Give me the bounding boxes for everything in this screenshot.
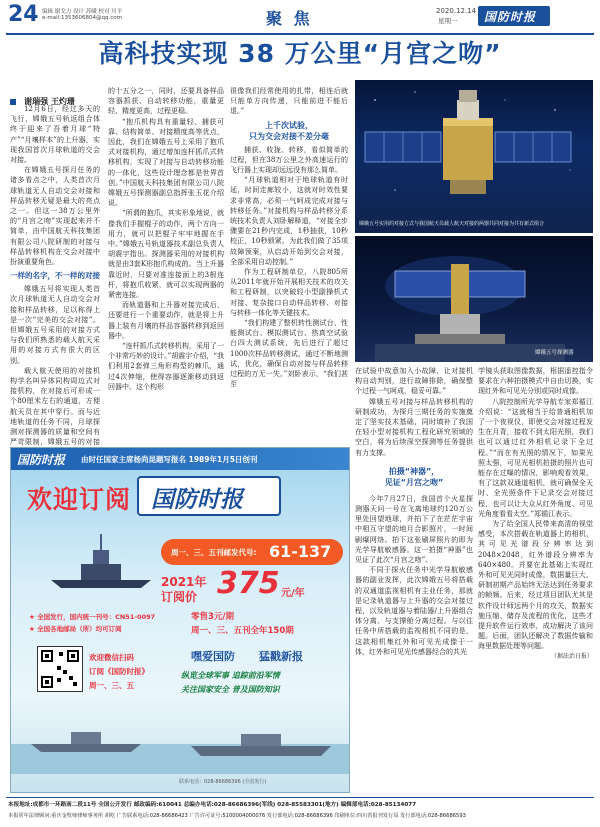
ad-price-unit: 元/年 (281, 588, 305, 599)
photo-caption: 嫦娥五号实用的对接方式与我国航天员载人航天对接的两器共同对接为共有新式组合 (359, 221, 545, 227)
issue-date: 2020.12.14 (436, 7, 477, 15)
paragraph: 12月6日，经过多天的飞行，嫦娥五号轨返组合体终于迎来了吾着月球“特产”“月壤样本”的上升器，实现我国首次月球轨道的交会对接。 (10, 105, 100, 165)
article-source: （据法治日报） (550, 652, 593, 660)
paragraph: 载人航天使用的对接机构学名叫异体同构周边式对接机构，在对接后可形成一个80厘米左右的通道，方便航天员在其中穿行。而与近地轨道的任务不同，月球探测对探测器的质量和空间有严苛限制，嫦娥五号的对接 (10, 366, 100, 446)
photo-caption-2: 嫦娥五号探测器 (535, 350, 574, 356)
ad-banner (11, 448, 349, 470)
ad-verse-1: 纵览全球军事 追踪前沿军情 (181, 670, 280, 680)
ad-schedule-pill (161, 539, 343, 565)
photo-spacecraft-docking (355, 80, 593, 233)
article-column-1 (10, 104, 100, 446)
paragraph: 在嫦娥五号探月任务的诸多看点之中，人类首次月球轨道无人自动交会对接和样品转移无疑是最大的亮点之一。但这一38万公里外的“月宫之吻”实现起来并不简单，由中国航天科技集团有限公司八院研制的对接与样品转移机构在交会对接中扮演重要角色。 (10, 166, 100, 267)
footer-line-1: 本报地址:成都市一环路南二段11号 全国公开发行 邮政编码:610041 总编办电话:028-86686396(军线) 028-85583301(地方) 编辑部电话:028-85134077 (8, 802, 417, 808)
masthead-text: 国防时报 (484, 10, 537, 24)
fleet-silhouette (11, 704, 349, 774)
spacecraft-illustration (355, 80, 593, 233)
qr-code[interactable] (37, 646, 83, 692)
issue-weekday: 星期一 (438, 17, 458, 25)
probe-illustration (355, 236, 593, 362)
masthead-logo (478, 6, 550, 26)
ad-masthead-text: 国防时报 (151, 486, 243, 513)
paragraph: 在试验中故意加入小故障，让对接机构自动判别，进行故障排除，确保整个过程一气呵成，稳妥可靠。” (355, 367, 473, 396)
ad-masthead-box (137, 476, 281, 516)
article-column-5 (478, 366, 593, 793)
footer-line-2: 本报常年法律顾问:重庆金牧师律师事务所 胡吃 广告联系电话:028-86686423 广告许可证号:5100004000076 发行部电话:028-86686396 印刷单位:四川省报刊发行局 发行部电话:028-86686593 (8, 813, 466, 819)
ad-bullet-post: ★ 全国各地邮局（所）均可订阅 (29, 625, 122, 633)
paragraph: 作为工程研制单位，八院805所从2011年就开始开展相关技术的攻关和工程研制，以突破轻小型副操机式对接、复杂接口自动样品转移、对接与转移一体化等关键技术。 (230, 268, 348, 317)
paragraph: 不同于探火任务中光学导航敏感器的副业发挥，此次嫦娥五号将搭载的双通道监视相机有主业任务，那就是记录轨道器与上升器的交会对接过程，以及轨道器与着陆器/上升器组合体分离、与支撑舱分离过程。与以往任务中所搭载的监视相机不同的是，这款相机集红外和可见光成像于一体，红外和可见光传感器经合的共光 (355, 566, 473, 656)
paragraph: 而轨道器和上升器对接完成后，还要进行一个重要动作，就是将上升器上装有月壤的样品容器转移到返回器中。 (108, 301, 224, 340)
ad-code: 61-137 (269, 542, 332, 561)
qr-icon (38, 647, 82, 691)
paragraph: 捕获、收拢、转移，看似简单的过程，但在38万公里之外高速运行的飞行器上实现却远远没有那么简单。 (230, 145, 348, 175)
ad-wechat-line2: 订阅《国防时报》 (89, 667, 149, 676)
ad-schedule-text: 周一、三、五刊邮发代号: (171, 548, 257, 557)
ad-slogan-brand: 嘿爱国防 (191, 650, 235, 663)
photo-probe (355, 236, 593, 362)
header-rule (6, 33, 594, 35)
paragraph: 嫦娥五号对接与样品转移机构的研制成功，为探月三期任务的实施奠定了坚实技术基础，同时填补了我国在轻小型对接机构工程化研究领域的空白，将为后续深空探测等任务提供有力支撑。 (355, 397, 473, 457)
ad-banner-text: 由时任国家主席杨尚昆题写报名 1989年1月5日创刊 (81, 455, 258, 464)
subhead-line-2: 只为交会对接不差分毫 (249, 131, 329, 141)
ad-welcome: 欢迎订阅 (27, 485, 132, 514)
headline: 高科技实现 38 万公里“月宫之吻” (98, 39, 502, 68)
ad-contact: 联系电话：028-86686396 (全国发行) (179, 779, 267, 785)
editor-email: e-mail:1353606804@qq.com (42, 15, 122, 21)
page-number: 24 (8, 2, 39, 27)
ad-price-label: 订阅价 (161, 590, 198, 604)
ad-retail: 零售3元/期 (191, 612, 235, 622)
article-column-2 (108, 86, 224, 446)
ad-issues: 周一、三、五刊全年150期 (191, 626, 294, 636)
paragraph: 嫦娥五号将实现人类首次月球轨道无人自动交会对接和样品转移，足以称得上是一次“完美的交会对接”。但嫦娥五号采用的对接方式与我们所熟悉的载人航天采用的对接方式有很大的区别。 (10, 285, 100, 365)
ad-wechat-line1: 欢迎微信扫码 (89, 653, 134, 662)
paragraph: “我们构建了整机转性测试台、性能测试台、模拟测试台、热真空试验台四大测试系统，先后进行了超过1000次样品转移测试，通过不断地测试，优化，确保自动对接与样品转移过程的万无一失。”刘卧表示，“我们甚至 (230, 319, 348, 389)
ad-banner-masthead: 国防时报 (17, 453, 66, 467)
subhead-line-2: 见证“月宫之吻” (384, 477, 444, 487)
ad-year: 2021年 (161, 575, 207, 589)
paragraph: 很像我们经常使用的扎带，相连后就只能单方向传递，只能前进不能后退。” (230, 87, 348, 116)
paragraph: “月球轨道相对于地球轨道有时延，时间走廊较小，这就对时效性要求非常高，必须一气呵成完成对接与转移任务。”对接机构与样品转移分系统技术负责人刘卧解释道，“对接全步骤要在21秒内完成，1秒抽获，10秒校正，10秒锁紧。为此我们做了35项故障预案，从启动开始到交会对接，全部采用自动控制。” (230, 176, 348, 266)
header-bar (0, 0, 600, 32)
subhead: 一样的名字，不一样的对接 (10, 271, 100, 281)
paragraph: “所谓的抱爪，其实形象地说，就像我们手握棍子的动作，两个方向一用力，就可以把棍子牢牢地握在手中。”嫦娥五号轨道器技术副总负责人胡震宇指出。探测器采用的对接机构就是由3套K形抱爪构成的。当上升器靠近时，只要对准连接面上的3根连杆，将抱爪收紧，就可以实现两器的紧密连接。 (108, 209, 224, 300)
warship-icon (41, 530, 161, 590)
section-title: 聚 焦 (266, 9, 313, 28)
ad-bullet-cn: ★ 全国发行，国内统一刊号：CN51-0097 (29, 613, 156, 621)
article-column-4 (355, 366, 473, 793)
ad-price: 375 (217, 566, 280, 601)
article-column-3 (230, 86, 348, 446)
paragraph: 的十五分之一，同时，还要具备样品容器抓获、自动转移功能，重量更轻、精度更高，过程更稳。 (108, 87, 224, 116)
ad-verse-2: 关注国家安全 普及国防知识 (181, 684, 280, 694)
subhead-line-1: 拍摄“神器”， (388, 466, 440, 476)
paragraph: 今年7月27日，我国首个火星探测器天问一号在飞离地球约120万公里处回望地球，并拍下了在茫茫宇宙中相互守望的地月合影照片，一时间刷爆网络。拍下这张刷屏照片的即为光学导航敏感器。这一拍摄“神器”也见证了此次“月宫之吻”。 (355, 494, 473, 565)
byline-authors: 谢瑞强 王灼珊 (24, 97, 75, 106)
editor-line: 编辑 谢戈力 设计 苏曦 校对 川平 (42, 9, 123, 15)
subscription-ad (10, 447, 350, 793)
footer-rule (6, 797, 594, 798)
ad-slogan-action: 猛戳新报 (259, 650, 303, 663)
paragraph: “抱爪机构具有重量轻、捕获可靠、结构简单、对接精度高等优点，因此，我们在嫦娥五号上采用了抱爪式对接机构，通过增加连杆抓爪式转移机构，实现了对接与自动转移功能的一体化，这些设计理念都是世界首创。”中国航天科技集团有限公司八院嫦娥五号探测器副总指挥张玉花介绍说。 (108, 117, 224, 208)
paragraph: “连杆抓爪式转移机构，采用了一个非常巧妙的设计。”胡震宇介绍，“我们利用2套弹三角形构型的棘爪，通过4次伸缩，使得容器逐渐移动到返回器中。这个构形 (108, 342, 224, 391)
subhead-line-1: 上千次试验， (265, 120, 313, 130)
ad-wechat-line3: 周一、三、五 (89, 681, 134, 690)
paragraph: 八院控制所光学导航专家郑循江介绍说：“这就相当于给普通相机加了一个夜视仪，即使交会对接过程发生在月背，接收不到太阳光照，我们也可以通过红外相机记录下全过程。”“而在有光照的情况下，如果光照太强，可见光相机拍摄的照片也可能存在过曝的情况，影响观看效果，有了这款双通道相机，就可确保全天时、全光照条件下记录交会对接过程，也可以让大众从红外角度、可见光角度看看太空。”郑循江表示。 (478, 397, 593, 518)
paragraph: 为了给全国人民带来高清的视觉感受，本次搭载在轨道器上的相机，其可见光谱段分辨率达到2048×2048，红外谱段分辨率为640×480。并要在此基础上实现红外和可见光同时成像，数据量巨大，研制初期产品始终无法达到任务要求的帧频。后来，经过项目团队尤其是软件设计师远两个月的攻关，数据实施压缩、储存及流程的优化，这些才提升软件运行效率，成功解决了该问题。后面，团队还解决了数据传输和海里数据处理等问题。 (478, 520, 593, 651)
paragraph: 学镜头获取图像数据，根据遥控指令要求在六种拍摄模式中自由切换，实现红外和可见光分别或同时成像。 (478, 367, 593, 396)
